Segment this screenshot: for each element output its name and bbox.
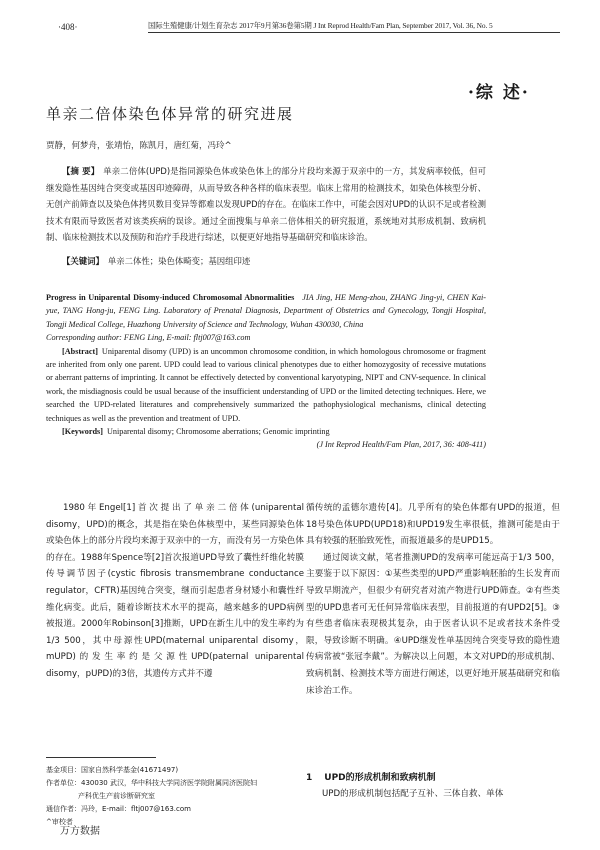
english-keywords-text: Uniparental disomy; Chromosome aberrations; Genomic imprinting xyxy=(106,427,330,437)
keywords-label: 【关键词】 xyxy=(62,256,104,266)
author-list: 贾静，何梦舟，张靖怡，陈凯月，唐红菊，冯玲^ xyxy=(46,141,232,151)
article-title: 单亲二倍体染色体异常的研究进展 xyxy=(46,105,294,123)
page-number: ·408· xyxy=(58,22,78,32)
corresponding-author: Corresponding author: FENG Ling, E-mail: fltj007@163.com xyxy=(46,333,251,343)
keywords-text: 单亲二体性；染色体畸变；基因组印迹 xyxy=(107,256,251,266)
footnote-reviewer: ^审校者 xyxy=(46,818,73,826)
section-body-text: UPD的形成机制包括配子互补、三体自救、单体 xyxy=(322,789,504,799)
body-paragraph: 通过阅读文献，笔者推测UPD的发病率可能远高于1/3 500，主要鉴于以下原因：①某些类型的UPD严重影响胚胎的生长发育而导致早期流产，但很少有研究者对流产物进行UPD筛查。②有些类型的UPD患者可无任何异常临床表型，目前报道的有UPD2[5]。③有些患者临床表现极其复杂，由于医者认识不足或者技术条件受限，导致诊断不明确。④UPD继发性单基因纯合突变导致的隐性遗传病常被“张冠李戴”。为解决以上问题，本文对UPD的形成机制、致病机制、检测技术等方面进行阐述，以更好地开展基础研究和临床诊治工作。 xyxy=(306,552,560,696)
english-keywords xyxy=(46,425,486,438)
abstract-label: 【摘 要】 xyxy=(62,166,100,176)
english-abstract-label: [Abstract] xyxy=(62,346,98,356)
english-title: Progress in Uniparental Disomy-induced Chromosomal Abnormalities xyxy=(46,293,295,302)
footnote-corresponding: 通信作者：冯玲，E-mail：fltj007@163.com xyxy=(46,805,191,813)
english-authors: JIA Jing, HE Meng-zhou, ZHANG Jing-yi, CHEN Kai-yue, TANG Hong-ju, FENG Ling. Laboratory of Prenatal Diagnosis, Department of Obstetrics and Gynecology, Tongji Hospital, Tongji Medical College, Huazhong University of Science and Technology, Wuhan 430030, China xyxy=(46,293,487,329)
chinese-abstract xyxy=(46,163,486,246)
citation: (J Int Reprod Health/Fam Plan, 2017, 36: 408-411) xyxy=(316,440,486,450)
english-keywords-label: [Keywords] xyxy=(62,427,103,437)
section-tag: ·综 述· xyxy=(468,83,530,103)
english-abstract xyxy=(46,345,486,425)
footnotes xyxy=(46,764,257,829)
section-heading-text: UPD的形成机制和致病机制 xyxy=(324,773,436,783)
english-abstract-text: Uniparental disomy (UPD) is an uncommon chromosome condition, in which homologous chromosome or fragment are inherited from only one parent. UPD could lead to various clinical phenotypes due to either homozygosity of recessive mutations or aberrant patterns of imprinting. It cannot be effectively detected by conventional karyotyping, NIPT and CNV-sequence. In clinical work, the misdiagnosis could be usual because of the insufficient understanding of UPD or the limited detecting techniques. Here, we searched the UPD-related literatures and comprehensively summarized the pathophysiological mechanisms, clinical detecting techniques as well as the prevention and treatment of UPD. xyxy=(46,346,486,423)
footnote-affiliation-cont: 产科优生产前诊断研究室 xyxy=(78,792,155,800)
chinese-keywords xyxy=(46,255,250,267)
body-paragraph: 循传统的孟德尔遗传[4]。几乎所有的染色体都有UPD的报道，但18号染色体UPD(UPD18)和UPD19发生率很低，推测可能是由于具有较强的胚胎致死性，而报道最多的是UPD15。 xyxy=(306,503,560,547)
body-column-right xyxy=(306,500,560,699)
body-paragraph: 1980年Engel[1]首次提出了单亲二倍体(uniparental disomy，UPD)的概念，其是指在染色体核型中，某些同源染色体或染色体上的部分片段均来源于双亲中的一方，而没有另一方染色体的存在。1988年Spence等[2]首次报道UPD导致了囊性纤维化转膜传导调节因子(cystic fibrosis transmembrane conductance regulator，CFTR)基因纯合突变，继而引起患者身材矮小和囊性纤维化病变。此后，随着诊断技术水平的提高，越来越多的UPD病例被报道。2000年Robinson[3]推断，UPD在新生儿中的发生率约为1/3 500，其中母源性UPD(maternal uniparental disomy，mUPD)的发生率约是父源性UPD(paternal uniparental disomy，pUPD)的3倍，其遗传方式并不遵 xyxy=(46,503,304,679)
footnote-fund: 基金项目：国家自然科学基金(41671497) xyxy=(46,766,179,774)
running-head: 国际生殖健康/计划生育杂志 2017年9月第36卷第5期 J Int Reprod Health/Fam Plan, September 2017, Vol. 36, No. 5 xyxy=(148,20,560,33)
english-abstract-block xyxy=(46,291,486,452)
footnote-affiliation: 作者单位：430030 武汉，华中科技大学同济医学院附属同济医院妇 xyxy=(46,779,257,787)
section-heading xyxy=(306,770,436,783)
section-number: 1 xyxy=(306,773,313,783)
abstract-text: 单亲二倍体(UPD)是指同源染色体或染色体上的部分片段均来源于双亲中的一方，其发病率较低，但可继发隐性基因纯合突变或基因印迹障碍，从而导致各种各样的临床表型。临床上常用的检测技术，如染色体核型分析、无创产前筛查以及染色体拷贝数目变异等都难以发现UPD的存在。在临床工作中，可能会因对UPD的认识不足或者检测技术有限而导致医者对该类疾病的误诊。通过全面搜集与单亲二倍体相关的研究报道，系统地对其形成机制、致病机制、临床检测技术以及预防和治疗手段进行综述，以便更好地指导基础研究和临床诊治。 xyxy=(46,166,486,243)
body-column-left xyxy=(46,500,304,683)
footnote-divider xyxy=(46,757,156,758)
watermark: 万方数据 xyxy=(60,826,100,837)
